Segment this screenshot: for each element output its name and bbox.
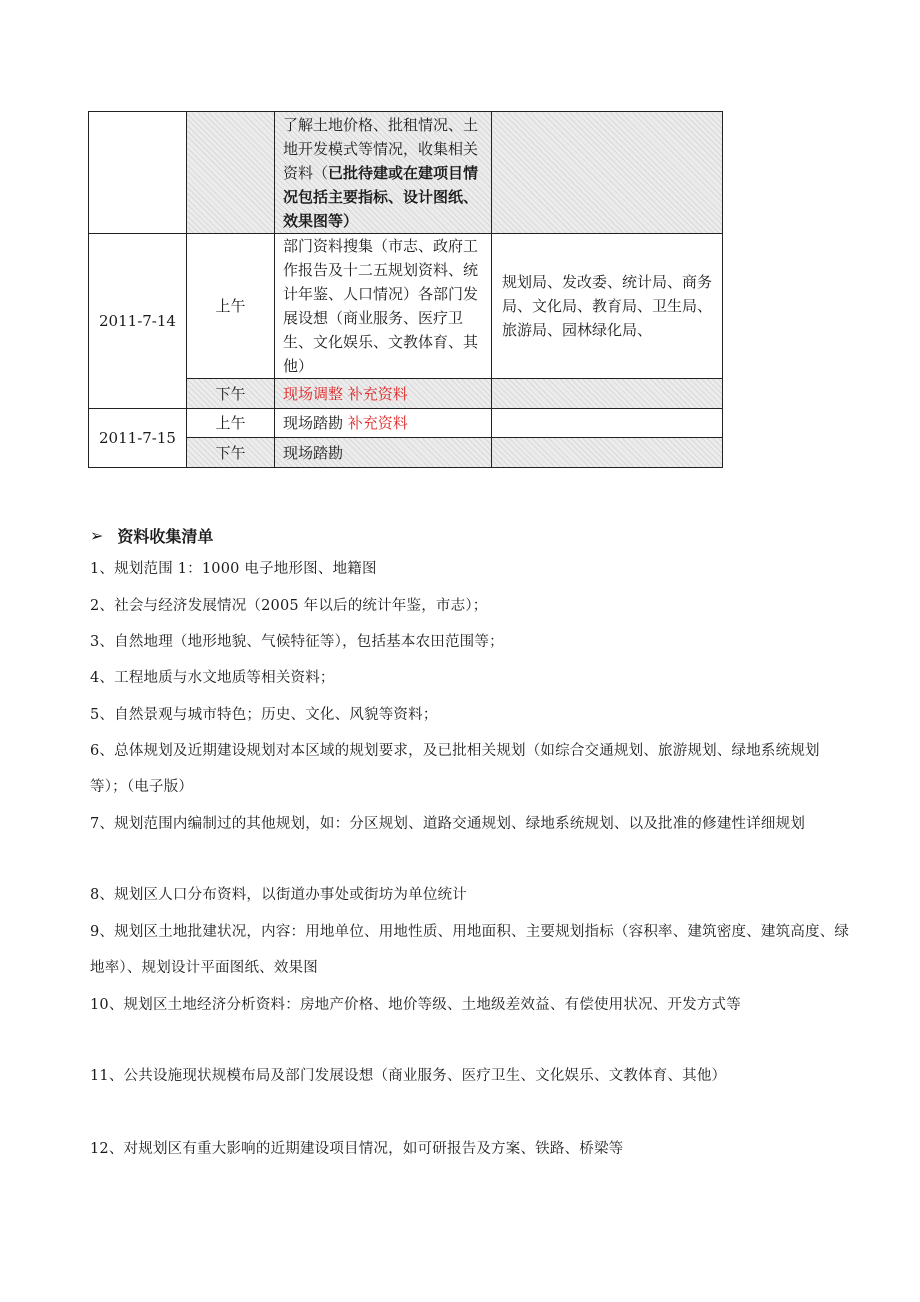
- period-cell: 下午: [187, 379, 275, 409]
- task-text: 现场踏勘: [283, 414, 348, 432]
- schedule-table: [88, 111, 723, 468]
- task-cell: [275, 112, 492, 234]
- list-item: 8、规划区人口分布资料，以街道办事处或街坊为单位统计: [90, 887, 467, 903]
- period-cell: 下午: [187, 438, 275, 468]
- list-item: 10、规划区土地经济分析资料：房地产价格、地价等级、土地级差效益、有偿使用状况、开发方式等: [90, 997, 741, 1013]
- department-cell: [492, 438, 723, 468]
- list-item: 7、规划范围内编制过的其他规划，如：分区规划、道路交通规划、绿地系统规划、以及批准的修建性详细规划: [90, 816, 806, 832]
- section-title: 资料收集清单: [117, 527, 214, 546]
- task-cell: 现场踏勘: [275, 438, 492, 468]
- list-item: 6、总体规划及近期建设规划对本区域的规划要求，及已批相关规划（如综合交通规划、旅游规划、绿地系统规划等）；（电子版）: [90, 743, 820, 795]
- list-item: 12、对规划区有重大影响的近期建设项目情况，如可研报告及方案、铁路、桥梁等: [90, 1141, 624, 1157]
- table-row: [89, 409, 723, 438]
- task-cell: 现场调整 补充资料: [275, 379, 492, 409]
- list-item: 4、工程地质与水文地质等相关资料；: [90, 670, 335, 686]
- list-item: 3、自然地理（地形地貌、气候特征等），包括基本农田范围等；: [90, 634, 504, 650]
- arrow-bullet-icon: ➢: [90, 526, 104, 545]
- list-item: 9、规划区土地批建状况，内容：用地单位、用地性质、用地面积、主要规划指标（容积率、建筑密度、建筑高度、绿地率）、规划设计平面图纸、效果图: [90, 924, 850, 976]
- task-cell: 部门资料搜集（市志、政府工作报告及十二五规划资料、统计年鉴、人口情况）各部门发展设想（商业服务、医疗卫生、文化娱乐、文教体育、其他）: [275, 234, 492, 379]
- list-item: 2、社会与经济发展情况（2005 年以后的统计年鉴，市志）；: [90, 598, 488, 614]
- period-cell: 上午: [187, 234, 275, 379]
- department-cell: [492, 409, 723, 438]
- date-cell: [89, 112, 187, 234]
- task-text-red: 补充资料: [347, 414, 408, 432]
- department-cell: [492, 379, 723, 409]
- table-row: [89, 112, 723, 234]
- list-item: 5、自然景观与城市特色；历史、文化、风貌等资料；: [90, 707, 438, 723]
- task-cell: [275, 409, 492, 438]
- section-heading: [90, 524, 213, 547]
- list-item: 11、公共设施现状规模布局及部门发展设想（商业服务、医疗卫生、文化娱乐、文教体育、其他）: [90, 1068, 727, 1084]
- period-cell: [187, 112, 275, 234]
- task-text-bold: 已批待建或在建项目情况包括主要指标、设计图纸、效果图等）: [283, 163, 479, 230]
- department-cell: [492, 112, 723, 234]
- date-cell: 2011-7-14: [89, 234, 187, 409]
- date-cell: 2011-7-15: [89, 409, 187, 468]
- table-row: [89, 234, 723, 379]
- department-cell: 规划局、发改委、统计局、商务局、文化局、教育局、卫生局、旅游局、园林绿化局、: [492, 234, 723, 379]
- task-text: 了解土地价格、批租情况、土地开发模式等情况，收集相关资料（: [283, 115, 479, 182]
- period-cell: 上午: [187, 409, 275, 438]
- list-item: 1、规划范围 1：1000 电子地形图、地籍图: [90, 561, 377, 577]
